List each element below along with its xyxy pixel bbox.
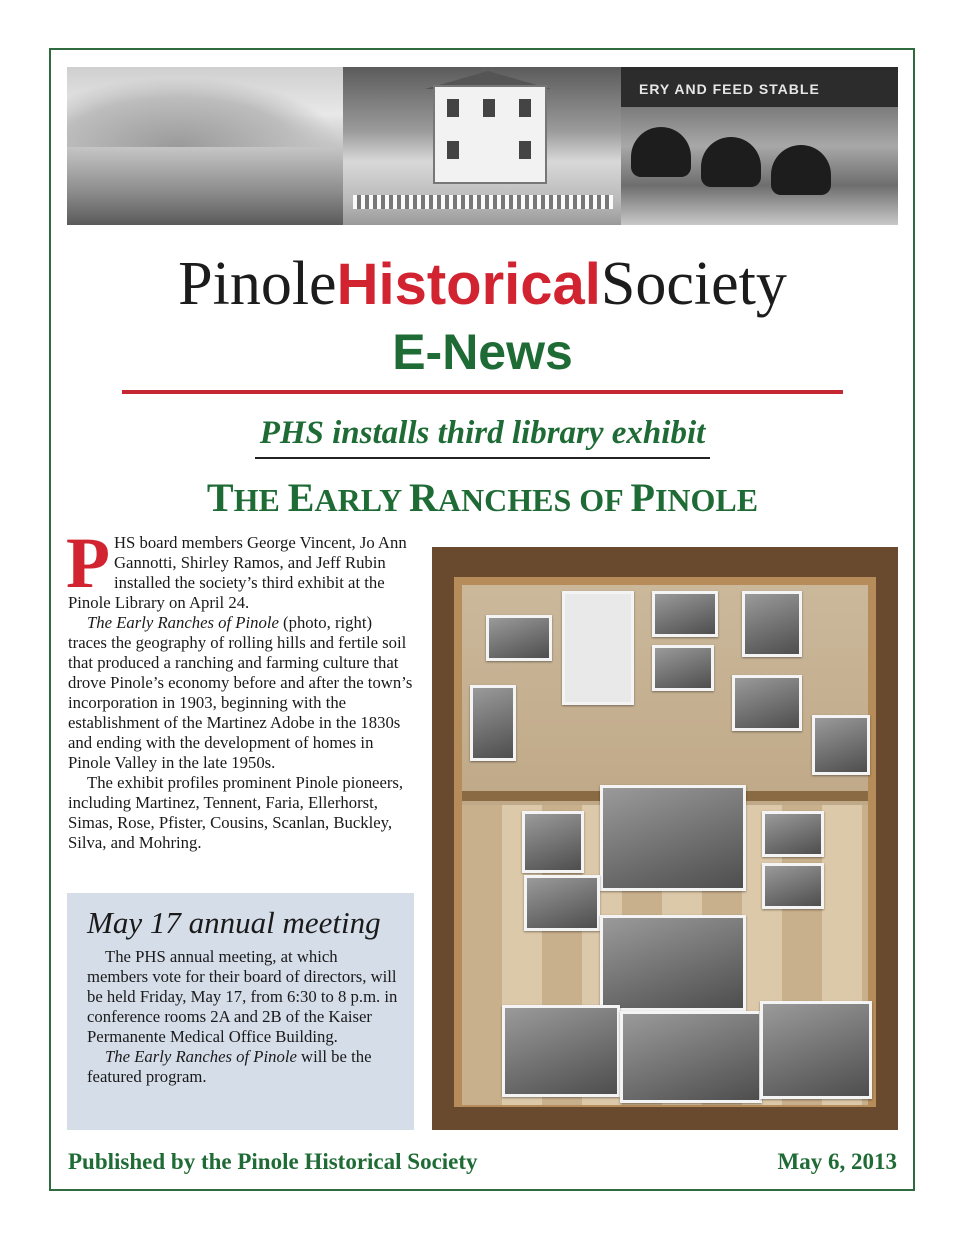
title-smallcaps: HE: [233, 482, 288, 518]
headline-underline: [255, 457, 710, 459]
title-cap: R: [409, 475, 438, 520]
sidebar-paragraph-2-text: will be the featured program.: [87, 1047, 372, 1086]
hills-shape: [67, 77, 343, 147]
window-shape: [447, 99, 459, 117]
exhibit-photo-print: [732, 675, 802, 731]
masthead-part-1: Pinole: [178, 250, 337, 318]
display-cabinet: [454, 577, 876, 1107]
exhibit-photo-print: [486, 615, 552, 661]
sidebar-paragraph-1: The PHS annual meeting, at which members vote for their board of directors, will be held Friday, May 17, from 6:30 to 8 p.m. in conference rooms 2A and 2B of the Kaiser Permanente Medical Office Building.: [87, 947, 398, 1046]
footer-publisher: Published by the Pinole Historical Society: [68, 1149, 478, 1174]
title-smallcaps: ANCHES OF: [437, 482, 631, 518]
title-smallcaps: INOLE: [654, 482, 759, 518]
title-smallcaps: ARLY: [314, 482, 410, 518]
exhibit-photo-print: [760, 1001, 872, 1099]
footer-date: May 6, 2013: [777, 1149, 897, 1174]
window-shape: [447, 141, 459, 159]
article-title: [0, 472, 965, 526]
exhibit-photo-print: [502, 1005, 620, 1097]
exhibit-photo-print: [470, 685, 516, 761]
article-paragraph-3: The exhibit profiles prominent Pinole pioneers, including Martinez, Tennent, Faria, Ellerhorst, Simas, Rose, Pfister, Cousins, Scanlan, Buckley, Silva, and Mohring.: [68, 773, 404, 852]
exhibit-photo-print: [522, 811, 584, 873]
house-shape: [433, 85, 547, 184]
exhibit-title-italic: The Early Ranches of Pinole: [87, 613, 279, 632]
sidebar-body: [87, 947, 399, 1087]
title-cap: P: [630, 475, 655, 520]
exhibit-photo-print: [620, 1011, 762, 1103]
exhibit-photo-print: [652, 645, 714, 691]
horse-shape: [631, 127, 691, 177]
drop-cap: P: [66, 523, 110, 603]
article-paragraph-2-text: (photo, right) traces the geography of rolling hills and fertile soil that produced a ranching and farming culture that drove Pinole’s economy before and after the town’s incorporation in 1903, beginning with the establishment of the Martinez Adobe in the 1830s and ending with the development of homes in Pinole Valley in the late 1950s.: [68, 613, 413, 772]
exhibit-photo-print: [600, 785, 746, 891]
masthead-subtitle: E-News: [392, 324, 573, 380]
exhibit-photo: [432, 547, 898, 1130]
exhibit-photo-print: [652, 591, 718, 637]
masthead-part-3: Society: [600, 250, 787, 318]
banner-photo-horse-wagon: [621, 67, 898, 225]
horse-shape: [701, 137, 761, 187]
exhibit-photo-print: [812, 715, 870, 775]
picket-fence-shape: [353, 195, 613, 209]
masthead-part-2: Historical: [336, 252, 601, 317]
article-body: [66, 523, 413, 853]
annual-meeting-sidebar: [67, 893, 414, 1130]
exhibit-photo-print: [600, 915, 746, 1011]
exhibit-photo-print: [742, 591, 802, 657]
window-shape: [519, 141, 531, 159]
exhibit-photo-print: [762, 811, 824, 857]
exhibit-photo-print: [524, 875, 600, 931]
banner-photo-victorian-house: [343, 67, 621, 225]
sidebar-paragraph-2: [87, 1047, 399, 1087]
program-title-italic: The Early Ranches of Pinole: [105, 1047, 297, 1066]
exhibit-title-panel: [562, 591, 634, 705]
stable-sign-text: ERY AND FEED STABLE: [639, 81, 820, 97]
stable-sign: [621, 67, 898, 107]
headline: PHS installs third library exhibit: [259, 415, 706, 451]
title-cap: E: [287, 475, 315, 520]
horse-shape: [771, 145, 831, 195]
exhibit-photo-print: [762, 863, 824, 909]
article-paragraph-2: [68, 613, 413, 773]
banner-photo-street-parade: [67, 67, 343, 225]
header-banner-image: [67, 67, 898, 225]
masthead-divider: [122, 390, 843, 394]
window-shape: [483, 99, 495, 117]
window-shape: [519, 99, 531, 117]
article-paragraph-1: HS board members George Vincent, Jo Ann Gannotti, Shirley Ramos, and Jeff Rubin installed the society’s third exhibit at the Pinole Library on April 24.: [68, 533, 407, 612]
sidebar-title: May 17 annual meeting: [87, 905, 381, 940]
title-cap: T: [206, 475, 234, 520]
masthead-title: [0, 248, 965, 321]
